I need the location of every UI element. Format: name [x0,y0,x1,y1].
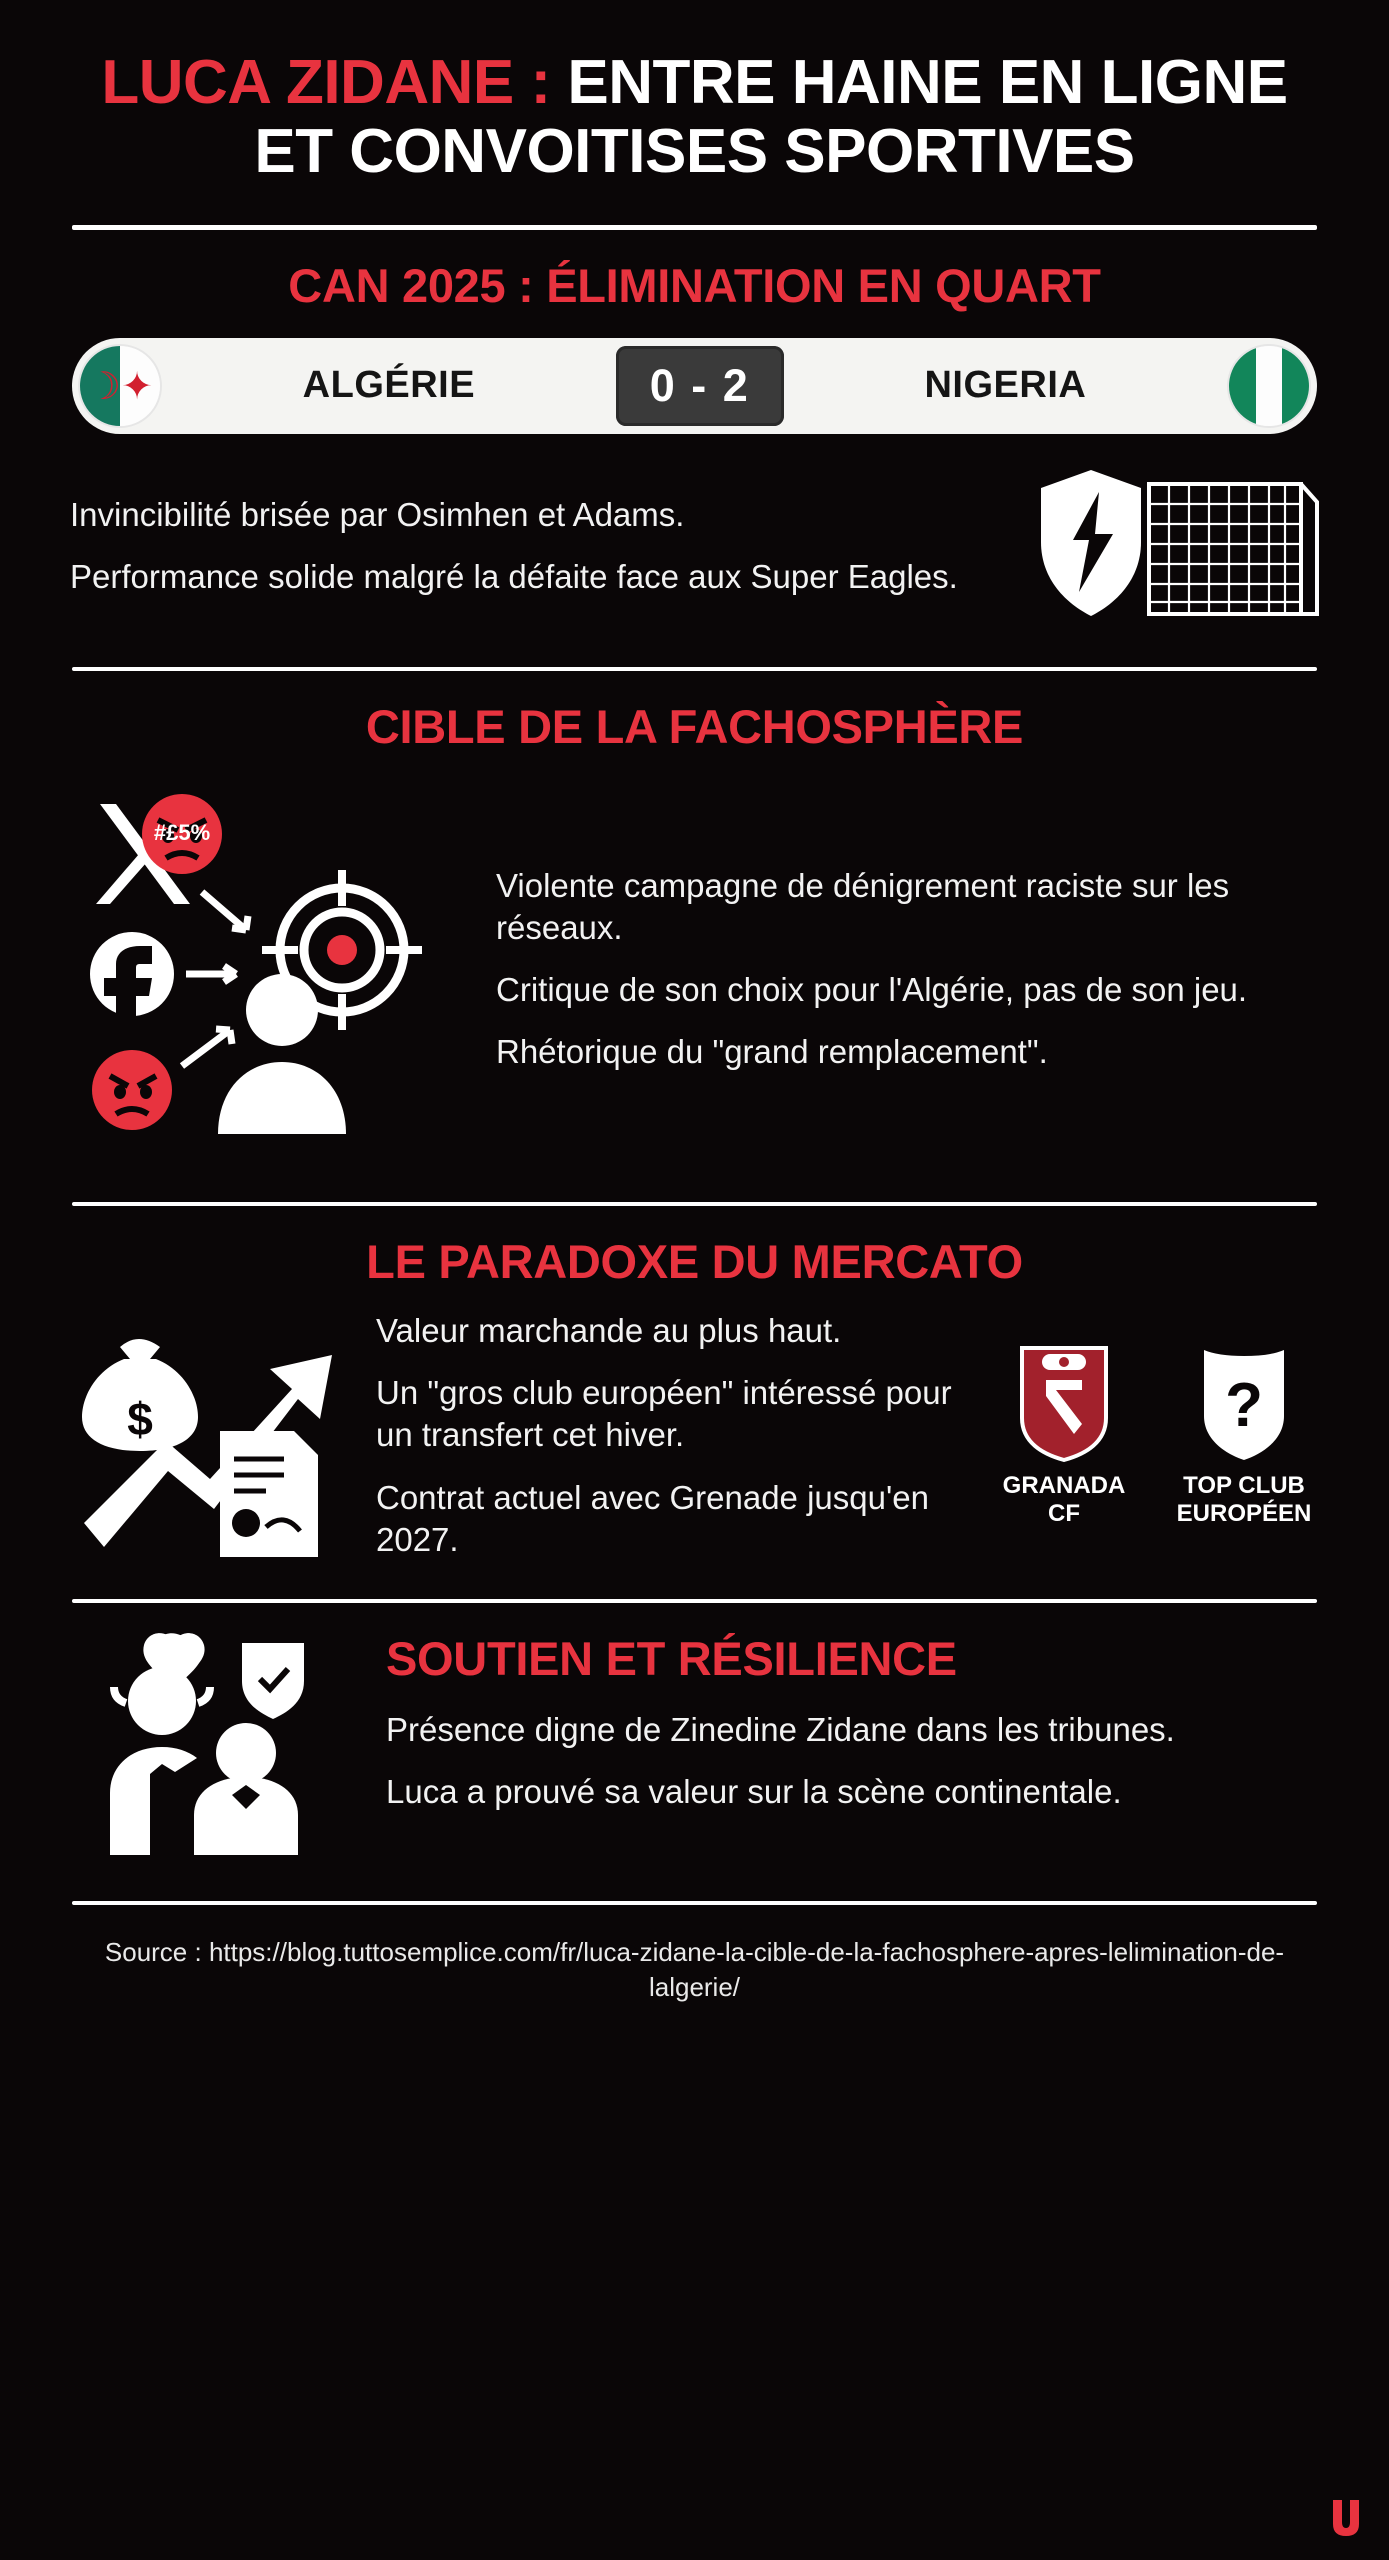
match-line-1: Invincibilité brisée par Osimhen et Adams. [70,495,685,533]
club-badges [989,1344,1319,1527]
mercato-text-block [376,1310,963,1561]
club-top-european [1169,1344,1319,1527]
censored-label: #£5% [153,820,211,846]
hate-line-2: Critique de son choix pour l'Algérie, pas de son jeu. [496,971,1248,1009]
support-line-1: Présence digne de Zinedine Zidane dans les tribunes. [386,1710,1175,1748]
svg-text:?: ? [1225,1370,1263,1440]
divider [72,667,1317,671]
nigeria-flag-icon [1227,344,1311,428]
brand-logo-icon [1329,2498,1363,2538]
divider [72,1599,1317,1603]
support-line-2: Luca a prouvé sa valeur sur la scène continentale. [386,1773,1122,1811]
away-team-name: NIGERIA [924,364,1087,407]
page-title [62,48,1327,187]
match-body [70,464,1319,629]
page-title-accent: LUCA ZIDANE : [101,48,551,117]
section-heading-support: SOUTIEN ET RÉSILIENCE [386,1632,957,1686]
broken-shield-and-goal-icon [1029,464,1319,629]
divider [72,225,1317,230]
social-media-targeting-icon [70,774,470,1164]
divider [72,1202,1317,1206]
divider [72,1901,1317,1905]
mercato-line-1: Valeur marchande au plus haut. [376,1311,842,1349]
mercato-line-2: Un "gros club européen" intéressé pour un transfert cet hiver. [376,1374,952,1454]
hate-text-block [496,865,1319,1074]
home-team-name: ALGÉRIE [302,364,476,407]
section-heading-match: CAN 2025 : ÉLIMINATION EN QUART [288,258,1101,312]
hate-line-3: Rhétorique du "grand remplacement". [496,1033,1048,1071]
mercato-line-3: Contrat actuel avec Grenade jusqu'en 2027. [376,1478,929,1558]
page-title-rest: ENTRE HAINE EN LIGNE ET CONVOITISES SPORTIVES [254,48,1288,187]
section-heading-mercato: LE PARADOXE DU MERCATO [366,1235,1023,1289]
mercato-body [70,1310,1319,1561]
scoreboard [72,338,1317,434]
father-and-son-support-icon [70,1633,360,1863]
club-granada [989,1344,1139,1527]
svg-text:$: $ [127,1392,153,1445]
match-score: 0 - 2 [616,346,784,426]
club-top-european-label: TOP CLUB EUROPÉEN [1176,1471,1312,1527]
hate-body [70,774,1319,1164]
match-line-2: Performance solide malgré la défaite face aux Super Eagles. [70,558,958,596]
source-footer: Source : https://blog.tuttosemplice.com/fr/luca-zidane-la-cible-de-la-fachosphere-apres-lelimination-de-lalgerie/ [104,1937,1285,2003]
club-granada-label: GRANADA CF [1002,1471,1126,1527]
support-body [70,1633,1319,1863]
section-heading-hate: CIBLE DE LA FACHOSPHÈRE [365,699,1024,753]
hate-line-1: Violente campagne de dénigrement raciste sur les réseaux. [496,866,1230,947]
money-growth-contract-icon [70,1311,350,1561]
question-mark-badge-icon [1196,1344,1292,1462]
granada-cf-badge-icon [1016,1344,1112,1462]
algeria-flag-icon: ☽✦ [78,344,162,428]
match-text-block [70,494,1009,598]
support-text-block [386,1633,1319,1813]
